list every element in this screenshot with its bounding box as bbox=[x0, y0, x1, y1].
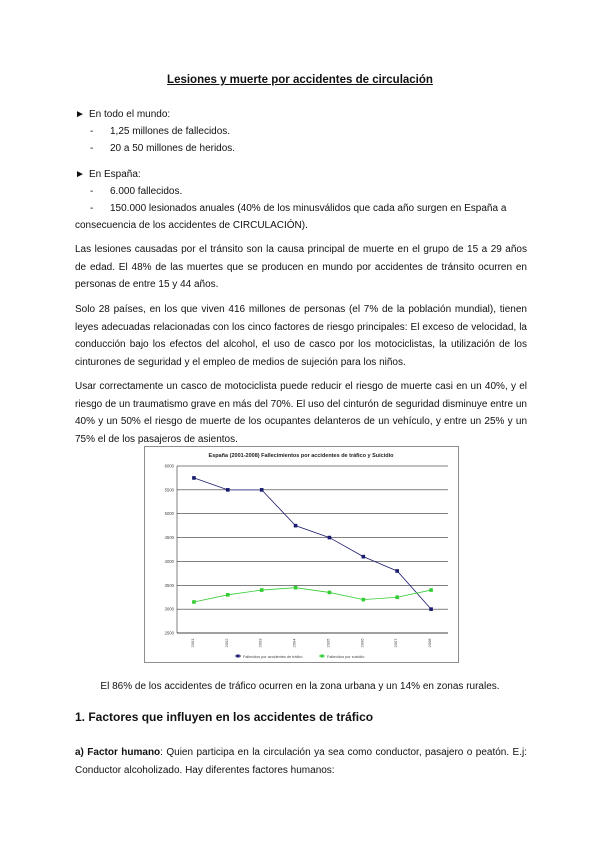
data-point bbox=[429, 588, 433, 592]
list-item: - 20 a 50 millones de heridos. bbox=[90, 140, 527, 157]
data-point bbox=[362, 598, 366, 602]
x-tick-label: 2003 bbox=[257, 638, 263, 648]
y-tick-label: 5000 bbox=[164, 511, 174, 517]
factor-text: : Quien participa en la circulación ya sea como conductor, pasajero o peatón. E.j: Conductor alcoholizado. Hay diferentes factores humanos: bbox=[75, 747, 527, 776]
data-point bbox=[226, 593, 230, 597]
y-tick-label: 2500 bbox=[164, 630, 174, 636]
list-item-continuation: consecuencia de los accidentes de CIRCULACIÓN). bbox=[75, 220, 308, 231]
chart-caption: El 86% de los accidentes de tráfico ocurren en la zona urbana y un 14% en zonas rurales. bbox=[100, 681, 500, 692]
y-tick-label: 3000 bbox=[164, 606, 174, 612]
x-tick-label: 2002 bbox=[223, 638, 229, 648]
data-point bbox=[192, 600, 196, 604]
x-tick-label: 2001 bbox=[189, 638, 195, 648]
data-point bbox=[429, 607, 433, 611]
factor-label: a) Factor humano bbox=[75, 747, 161, 758]
y-tick-label: 6000 bbox=[164, 463, 174, 469]
y-tick-label: 3500 bbox=[164, 582, 174, 588]
y-tick-label: 4500 bbox=[164, 535, 174, 541]
data-point bbox=[294, 524, 298, 528]
spain-heading bbox=[75, 166, 141, 183]
line-chart bbox=[144, 446, 459, 663]
data-point bbox=[395, 595, 399, 599]
chart-grid bbox=[177, 466, 448, 633]
data-point bbox=[294, 586, 298, 590]
chart-svg bbox=[145, 447, 458, 662]
page-title: Lesiones y muerte por accidentes de circulación bbox=[167, 74, 433, 86]
legend-entry-traffic: Fallecidos por accidentes de tráfico bbox=[243, 655, 303, 659]
data-point bbox=[362, 555, 366, 559]
legend-entry-suicide: Fallecidos por suicidio bbox=[327, 655, 365, 659]
factor-paragraph bbox=[75, 744, 527, 779]
y-tick-label: 4000 bbox=[164, 558, 174, 564]
paragraph-1: Las lesiones causadas por el tránsito son la causa principal de muerte en el grupo de 15 a 29 años de edad. El 48% de las muertes que se producen en mundo por accidentes de tránsito ocurren en personas de entre 15 y 44 años. bbox=[75, 244, 527, 290]
list-item: - 150.000 lesionados anuales (40% de los minusválidos que cada año surgen en España a bbox=[90, 200, 527, 217]
data-point bbox=[260, 488, 264, 492]
x-tick-label: 2007 bbox=[393, 638, 399, 648]
data-point bbox=[226, 488, 230, 492]
spain-list bbox=[75, 183, 527, 234]
spain-heading-text: En España: bbox=[89, 169, 141, 180]
world-heading-text: En todo el mundo: bbox=[89, 109, 171, 120]
series-line-traffic bbox=[194, 478, 431, 609]
data-point bbox=[328, 591, 332, 595]
list-item: - 6.000 fallecidos. bbox=[90, 183, 527, 200]
paragraph-2: Solo 28 países, en los que viven 416 millones de personas (el 7% de la población mundial), tienen leyes adecuadas relacionadas con los cinco factores de riesgo principales: El exceso de velocidad, la conducción bajo los efectos del alcohol, el uso de casco por los motociclistas, la utilización de los cinturones de seguridad y el empleo de medios de sujeción para los niños. bbox=[75, 304, 527, 368]
paragraph-3: Usar correctamente un casco de motociclista puede reducir el riesgo de muerte casi en un 40%, y el riesgo de un traumatismo grave en más del 70%. El uso del cinturón de seguridad disminuye entre un 40% y un 50% el riesgo de muerte de los ocupantes delanteros de un vehículo, y entre un 25% y un 75% el de los pasajeros de asientos. bbox=[75, 381, 527, 445]
section-heading: 1. Factores que influyen en los accidentes de tráfico bbox=[75, 710, 374, 724]
data-point bbox=[395, 569, 399, 573]
x-tick-label: 2005 bbox=[325, 638, 331, 648]
y-tick-label: 5500 bbox=[164, 487, 174, 493]
data-point bbox=[328, 536, 332, 540]
data-point bbox=[192, 476, 196, 480]
arrow-right-icon: ► bbox=[75, 169, 85, 180]
arrow-right-icon: ► bbox=[75, 109, 85, 120]
data-point bbox=[260, 588, 264, 592]
x-tick-label: 2006 bbox=[359, 638, 365, 648]
x-tick-label: 2008 bbox=[427, 638, 433, 648]
world-list bbox=[90, 123, 527, 157]
list-item: - 1,25 millones de fallecidos. bbox=[90, 123, 527, 140]
chart-legend bbox=[235, 655, 364, 660]
chart-title: España (2001-2008) Fallecimientos por accidentes de tráfico y Suicidio bbox=[208, 453, 394, 459]
world-heading bbox=[75, 106, 170, 123]
x-tick-label: 2004 bbox=[291, 638, 297, 648]
